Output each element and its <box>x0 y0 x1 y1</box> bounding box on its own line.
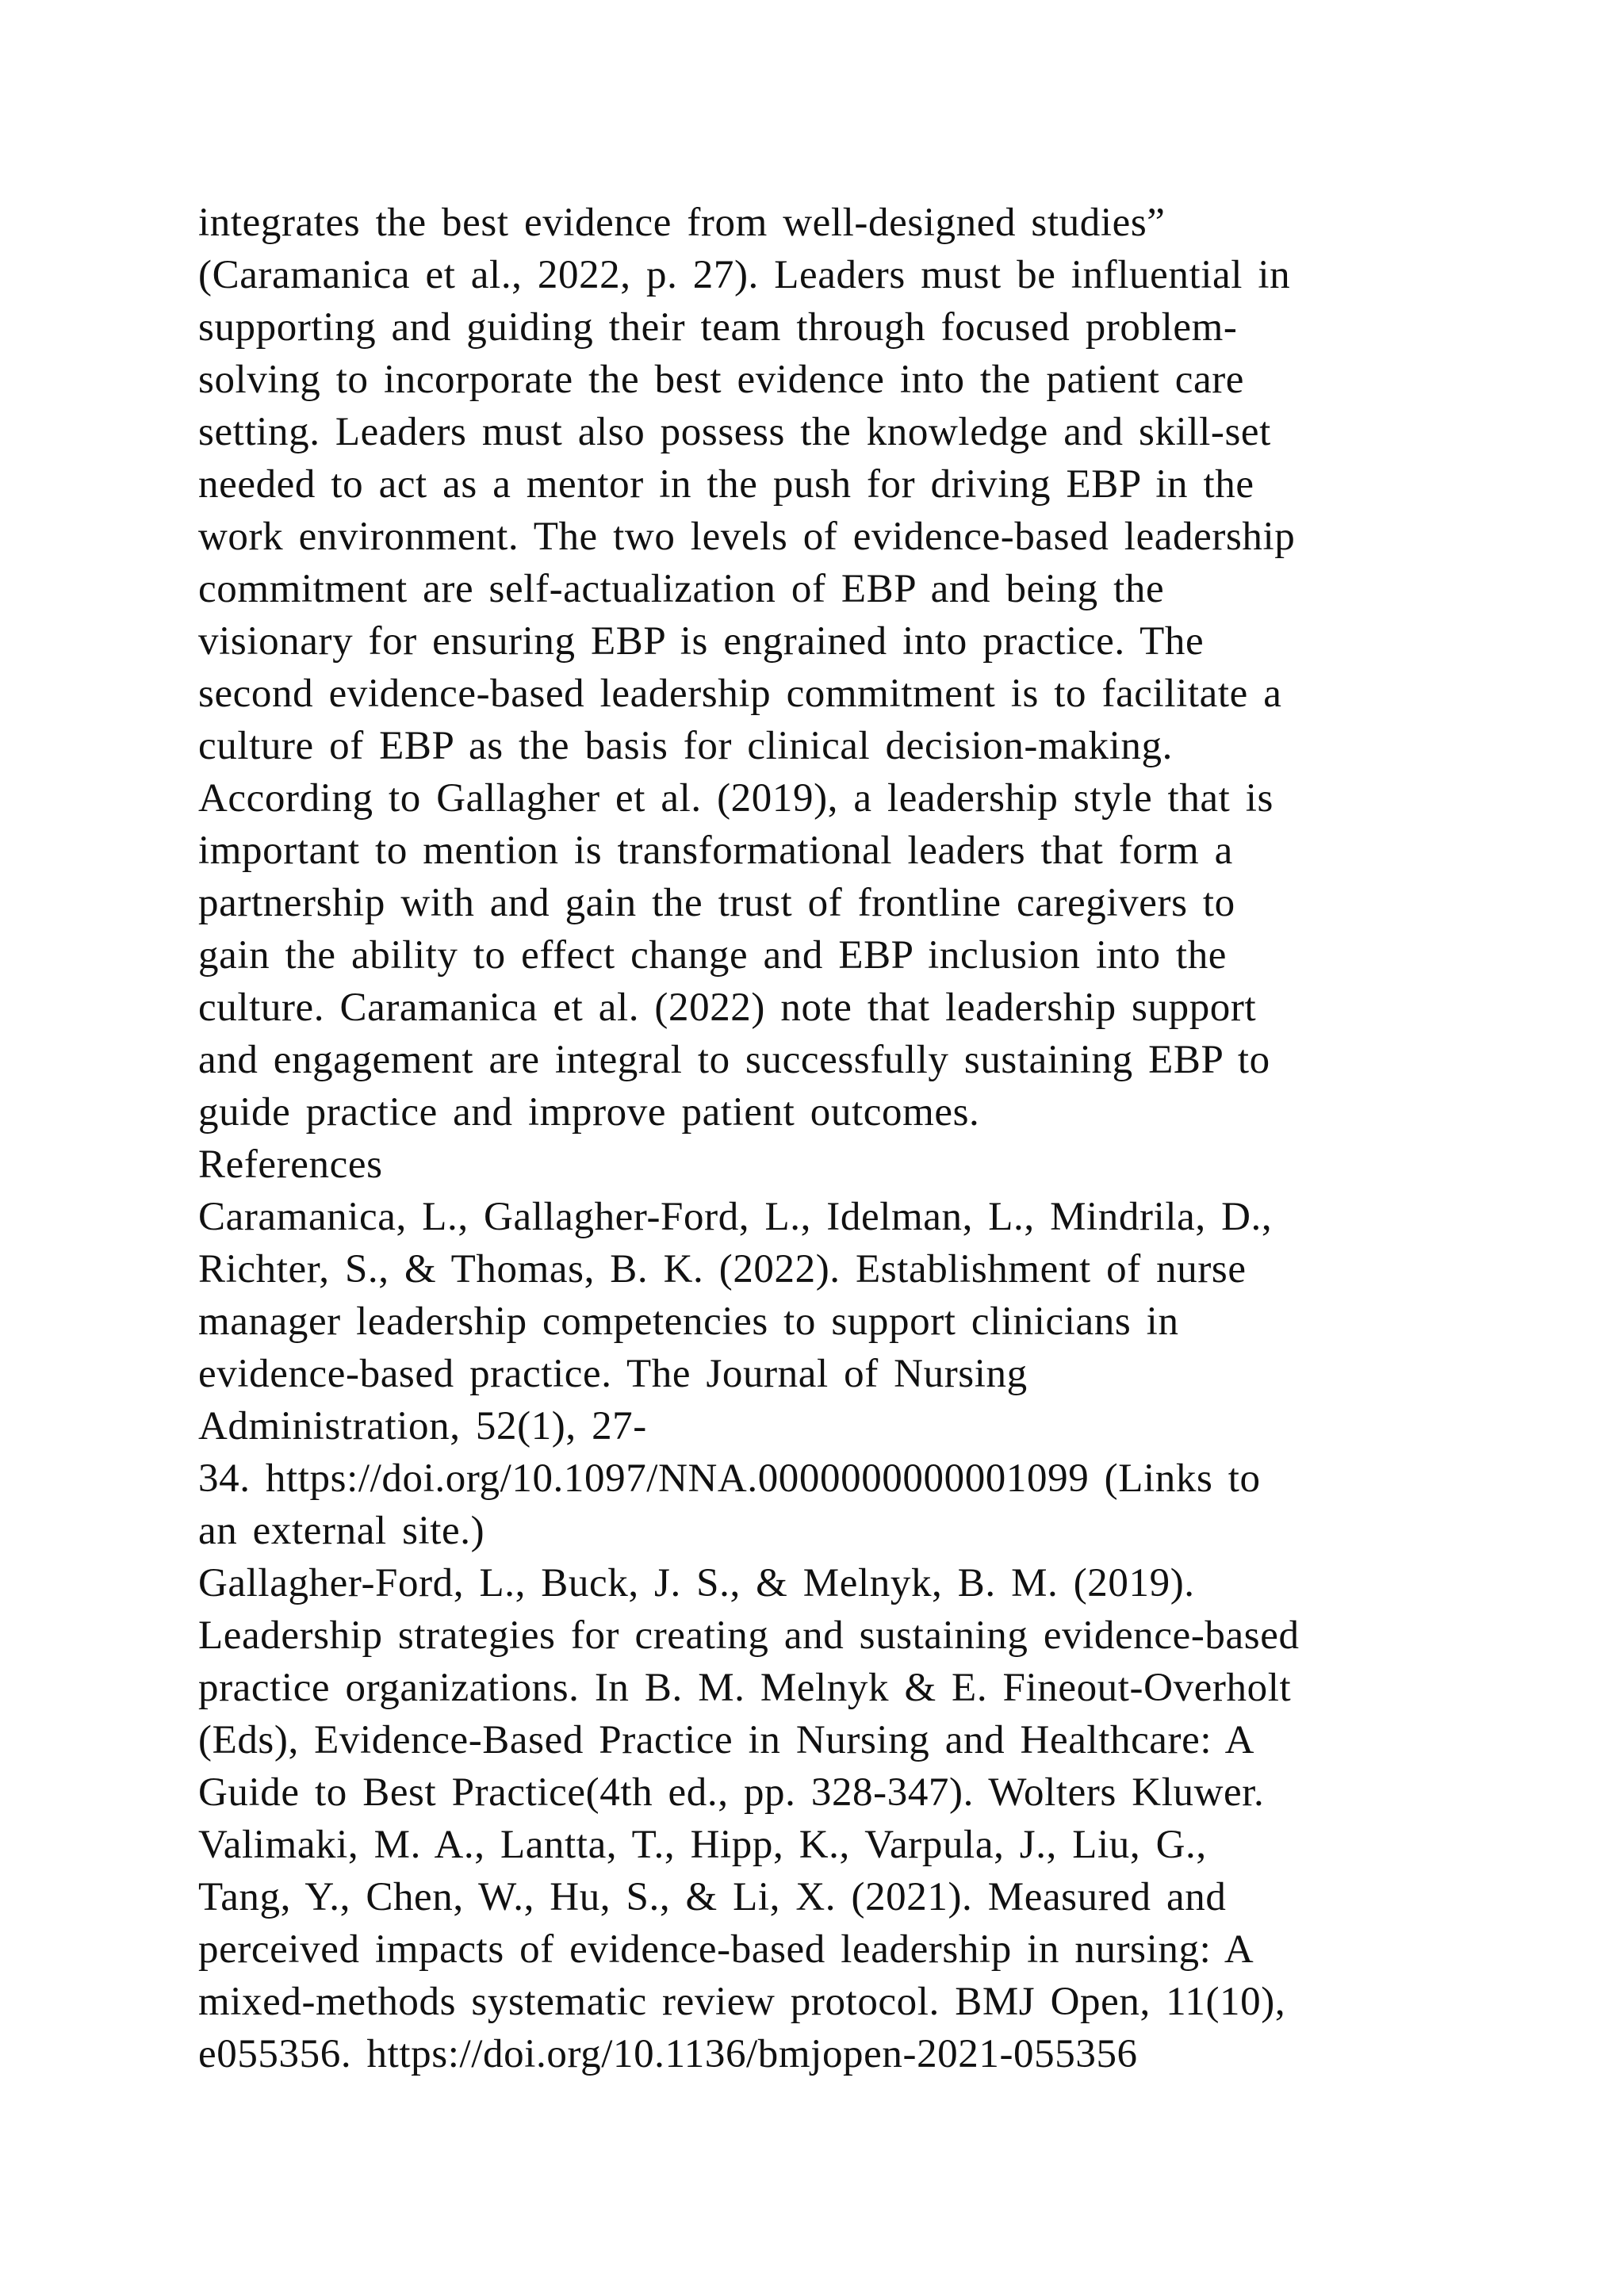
body-line: integrates the best evidence from well-designed studies” <box>198 201 1166 245</box>
reference-line: Guide to Best Practice(4th ed., pp. 328-347). Wolters Kluwer. <box>198 1770 1265 1815</box>
reference-line: practice organizations. In B. M. Melnyk & E. Fineout-Overholt <box>198 1666 1292 1710</box>
document-text <box>198 197 1451 2080</box>
body-line: According to Gallagher et al. (2019), a leadership style that is <box>198 776 1274 821</box>
body-line: and engagement are integral to successfully sustaining EBP to <box>198 1038 1270 1082</box>
reference-line: Tang, Y., Chen, W., Hu, S., & Li, X. (2021). Measured and <box>198 1875 1227 1919</box>
body-line: guide practice and improve patient outcomes. <box>198 1090 980 1135</box>
body-line: second evidence-based leadership commitment is to facilitate a <box>198 672 1282 716</box>
reference-doi-link[interactable]: 34. https://doi.org/10.1097/NNA.0000000000001099 (Links to <box>198 1456 1261 1501</box>
reference-line: an external site.) <box>198 1509 485 1553</box>
body-line: work environment. The two levels of evidence-based leadership <box>198 515 1296 559</box>
reference-line: mixed-methods systematic review protocol. BMJ Open, 11(10), <box>198 1980 1286 2024</box>
body-line: supporting and guiding their team through focused problem- <box>198 305 1238 350</box>
body-line: partnership with and gain the trust of frontline caregivers to <box>198 881 1235 925</box>
body-line: visionary for ensuring EBP is engrained into practice. The <box>198 619 1205 664</box>
reference-doi-link[interactable]: e055356. https://doi.org/10.1136/bmjopen-2021-055356 <box>198 2032 1138 2076</box>
body-line: solving to incorporate the best evidence into the patient care <box>198 358 1245 402</box>
reference-line: Valimaki, M. A., Lantta, T., Hipp, K., Varpula, J., Liu, G., <box>198 1823 1207 1867</box>
references-heading: References <box>198 1142 383 1187</box>
reference-line: Richter, S., & Thomas, B. K. (2022). Establishment of nurse <box>198 1247 1247 1292</box>
body-line: culture. Caramanica et al. (2022) note that leadership support <box>198 985 1257 1030</box>
reference-line: perceived impacts of evidence-based leadership in nursing: A <box>198 1927 1254 1972</box>
body-line: (Caramanica et al., 2022, p. 27). Leaders must be influential in <box>198 253 1291 297</box>
reference-line: manager leadership competencies to support clinicians in <box>198 1299 1179 1344</box>
reference-line: Caramanica, L., Gallagher-Ford, L., Idelman, L., Mindrila, D., <box>198 1195 1273 1239</box>
reference-line: evidence-based practice. The Journal of Nursing <box>198 1352 1028 1396</box>
body-line: gain the ability to effect change and EBP inclusion into the <box>198 933 1228 978</box>
reference-line: (Eds), Evidence-Based Practice in Nursing and Healthcare: A <box>198 1718 1255 1762</box>
body-line: important to mention is transformational leaders that form a <box>198 828 1233 873</box>
body-line: culture of EBP as the basis for clinical decision-making. <box>198 724 1173 768</box>
reference-line: Administration, 52(1), 27- <box>198 1404 647 1448</box>
body-line: commitment are self-actualization of EBP and being the <box>198 567 1165 611</box>
reference-line: Gallagher-Ford, L., Buck, J. S., & Melnyk, B. M. (2019). <box>198 1561 1195 1605</box>
reference-line: Leadership strategies for creating and sustaining evidence-based <box>198 1613 1300 1658</box>
body-line: needed to act as a mentor in the push for driving EBP in the <box>198 462 1254 507</box>
body-line: setting. Leaders must also possess the knowledge and skill-set <box>198 410 1271 454</box>
